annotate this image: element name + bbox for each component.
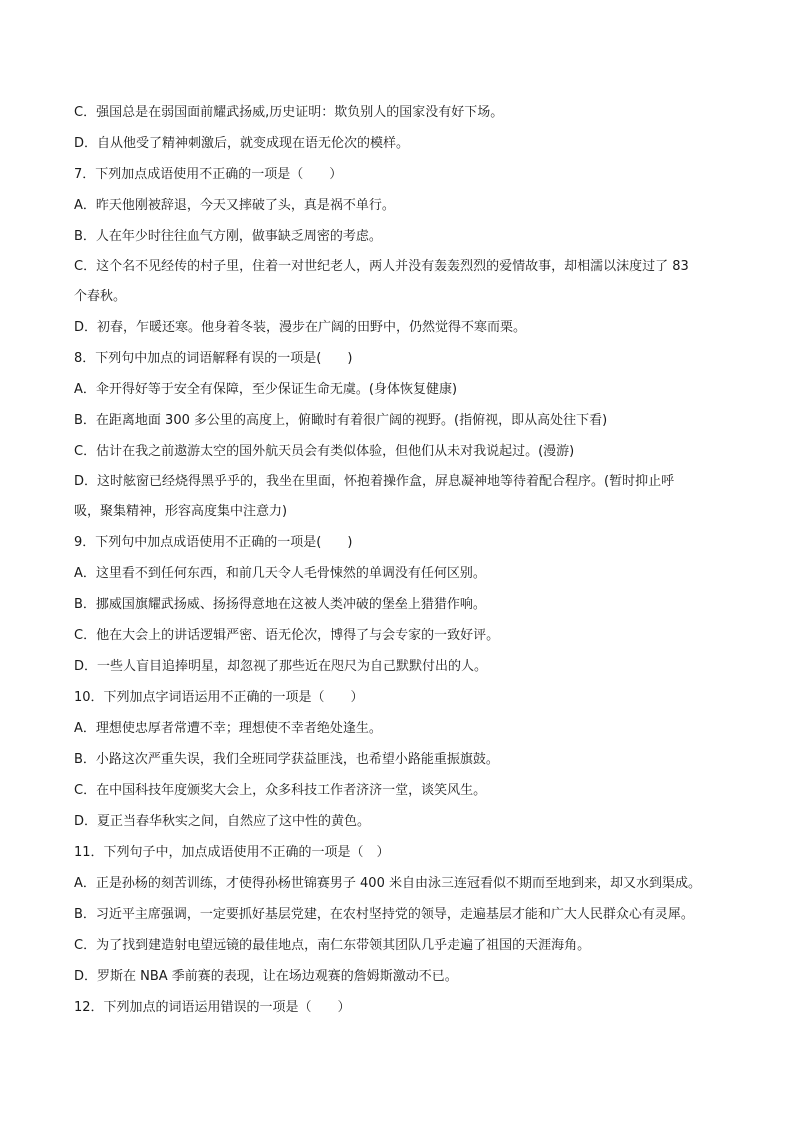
option-line: B．人在年少时往往血气方刚，做事缺乏周密的考虑。 xyxy=(74,229,382,244)
option-line: C．在中国科技年度颁奖大会上，众多科技工作者济济一堂，谈笑风生。 xyxy=(74,783,487,798)
option-line: C．这个名不见经传的村子里，住着一对世纪老人，两人并没有轰轰烈烈的爱情故事，却相濡以沫度过了 83 xyxy=(74,259,689,274)
question-stem: 11．下列句子中，加点成语使用不正确的一项是（ ） xyxy=(74,845,390,860)
option-line-continued: 个春秋。 xyxy=(74,289,127,304)
option-line: A．昨天他刚被辞退，今天又摔破了头，真是祸不单行。 xyxy=(74,198,395,213)
option-line: D．这时舷窗已经烧得黑乎乎的，我坐在里面，怀抱着操作盒，屏息凝神地等待着配合程序。(暂时抑止呼 xyxy=(74,474,675,489)
option-line: C．估计在我之前遨游太空的国外航天员会有类似体验，但他们从未对我说起过。(漫游) xyxy=(74,444,575,459)
option-line: A．这里看不到任何东西，和前几天令人毛骨悚然的单调没有任何区别。 xyxy=(74,566,486,581)
option-line: D．自从他受了精神刺激后，就变成现在语无伦次的模样。 xyxy=(74,136,410,151)
option-line: B．挪威国旗耀武扬威、扬扬得意地在这被人类冲破的堡垒上猎猎作响。 xyxy=(74,597,486,612)
question-stem: 9．下列句中加点成语使用不正确的一项是( ) xyxy=(74,535,353,550)
option-line: C．为了找到建造射电望远镜的最佳地点，南仁东带领其团队几乎走遍了祖国的天涯海角。 xyxy=(74,938,591,953)
option-line: C．强国总是在弱国面前耀武扬威,历史证明：欺负别人的国家没有好下场。 xyxy=(74,105,504,120)
option-line-continued: 吸，聚集精神，形容高度集中注意力) xyxy=(74,504,288,519)
option-line: D．夏正当春华秋实之间，自然应了这中性的黄色。 xyxy=(74,814,371,829)
question-stem: 10．下列加点字词语运用不正确的一项是（ ） xyxy=(74,690,364,705)
question-stem: 12．下列加点的词语运用错误的一项是（ ） xyxy=(74,1000,351,1015)
option-line: D．一些人盲目追捧明星，却忽视了那些近在咫尺为自己默默付出的人。 xyxy=(74,659,488,674)
option-line: B．习近平主席强调，一定要抓好基层党建，在农村坚持党的领导，走遍基层才能和广大人民群众心有灵犀。 xyxy=(74,907,694,922)
option-line: B．小路这次严重失误，我们全班同学获益匪浅，也希望小路能重振旗鼓。 xyxy=(74,752,499,767)
question-stem: 7．下列加点成语使用不正确的一项是（ ） xyxy=(74,167,343,182)
option-line: B．在距离地面 300 多公里的高度上，俯瞰时有着很广阔的视野。(指俯视，即从高处往下看) xyxy=(74,413,608,428)
question-stem: 8．下列句中加点的词语解释有误的一项是( ) xyxy=(74,351,353,366)
option-line: A．伞开得好等于安全有保障，至少保证生命无虞。(身体恢复健康) xyxy=(74,382,458,397)
option-line: D．初春，乍暖还寒。他身着冬装，漫步在广阔的田野中，仍然觉得不寒而栗。 xyxy=(74,320,527,335)
option-line: C．他在大会上的讲话逻辑严密、语无伦次，博得了与会专家的一致好评。 xyxy=(74,628,500,643)
option-line: A．理想使忠厚者常遭不幸；理想使不幸者绝处逢生。 xyxy=(74,721,382,736)
question-text xyxy=(74,97,734,1023)
option-line: A．正是孙杨的刻苦训练，才使得孙杨世锦赛男子 400 米自由泳三连冠看似不期而至地到来，却又水到渠成。 xyxy=(74,876,701,891)
option-line: D．罗斯在 NBA 季前赛的表现，让在场边观赛的詹姆斯激动不已。 xyxy=(74,969,458,984)
